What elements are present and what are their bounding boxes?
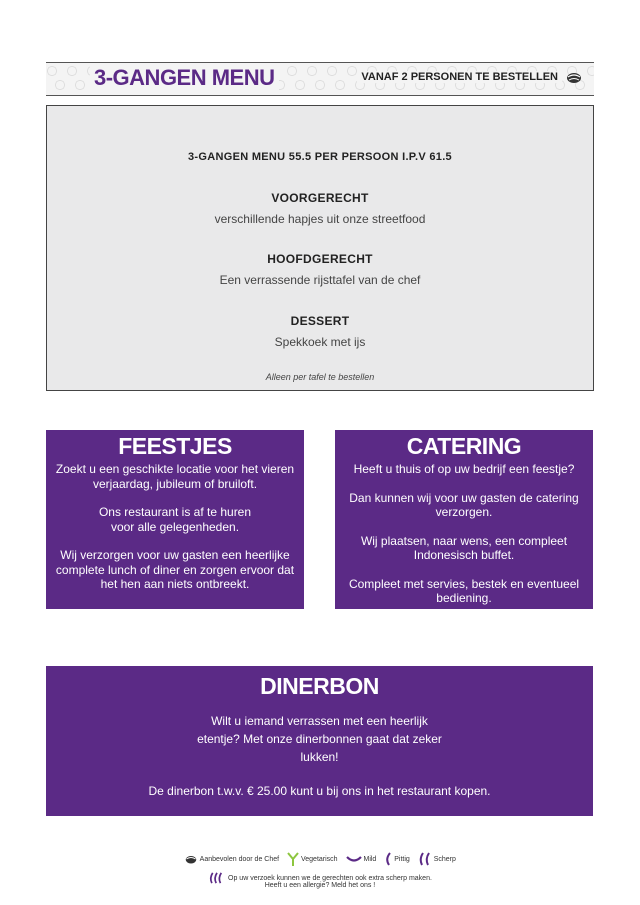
legend-label: Aanbevolen door de Chef [199,855,280,863]
three-course-menu-box [46,105,594,391]
legend-label: Scherp [433,855,456,863]
legend-note-allergy: Heeft u een allergie? Meld het ons ! [264,882,376,889]
scherp-pepper-icon [418,852,432,866]
chef-bowl-icon [566,69,582,85]
legend-label: Vegetarisch [300,855,338,863]
dinerbon-paragraph: Wilt u iemand verrassen met een heerlijk etentje? Met onze dinerbonnen gaat dat zeker lukken! [197,714,442,764]
dish-legend [0,852,640,866]
dinerbon-paragraph: De dinerbon t.w.v. € 25.00 kunt u bij ons in het restaurant kopen. [148,784,491,798]
catering-panel [335,430,593,609]
legend-item-chef [184,853,279,865]
menu-price-headline: 3-GANGEN MENU 55.5 PER PERSOON I.P.V 61.5 [188,151,452,163]
chef-bowl-icon [184,853,198,865]
dinerbon-title: DINERBON [260,673,379,699]
course-description-hoofdgerecht: Een verrassende rijsttafel van de chef [219,273,421,287]
page-title: 3-GANGEN MENU [90,65,279,91]
catering-paragraph: Heeft u thuis of op uw bedrijf een feestje? [353,462,575,476]
catering-paragraph: Wij plaatsen, naar wens, een compleet Indonesisch buffet. [360,533,568,562]
pittig-pepper-icon [384,852,392,866]
legend-item-scherp [418,852,456,866]
catering-paragraph: Compleet met servies, bestek en eventueel bediening. [348,576,580,605]
legend-item-mild [346,855,377,863]
course-description-voorgerecht: verschillende hapjes uit onze streetfood [214,212,426,226]
course-title-voorgerecht: VOORGERECHT [271,191,369,205]
menu-header-band [46,62,594,96]
feestjes-title: FEESTJES [118,433,232,459]
dinerbon-panel [46,666,593,816]
feestjes-paragraph: Wij verzorgen voor uw gasten een heerlijke complete lunch of diner en zorgen ervoor dat het hen aan niets ontbreekt. [55,548,295,591]
feestjes-panel [46,430,304,609]
legend-item-pittig [384,852,410,866]
catering-title: CATERING [406,433,522,459]
legend-label: Pittig [394,855,410,863]
legend-item-vegetarisch [287,852,338,866]
course-title-hoofdgerecht: HOOFDGERECHT [267,252,373,266]
menu-footnote: Alleen per tafel te bestellen [265,372,375,382]
mild-pepper-icon [346,855,362,863]
course-description-dessert: Spekkoek met ijs [274,335,366,349]
leaf-icon [287,852,299,866]
course-title-dessert: DESSERT [290,314,350,328]
order-minimum-note: VANAF 2 PERSONEN TE BESTELLEN [357,71,562,83]
catering-paragraph: Dan kunnen wij voor uw gasten de catering verzorgen. [349,490,579,519]
feestjes-paragraph: Zoekt u een geschikte locatie voor het vieren verjaardag, jubileum of bruiloft. [55,462,295,491]
legend-note-text: Op uw verzoek kunnen we de gerechten ook extra scherp maken. [228,874,432,882]
feestjes-paragraph: Ons restaurant is af te huren voor alle gelegenheden. [98,505,252,534]
legend-label: Mild [363,855,377,863]
